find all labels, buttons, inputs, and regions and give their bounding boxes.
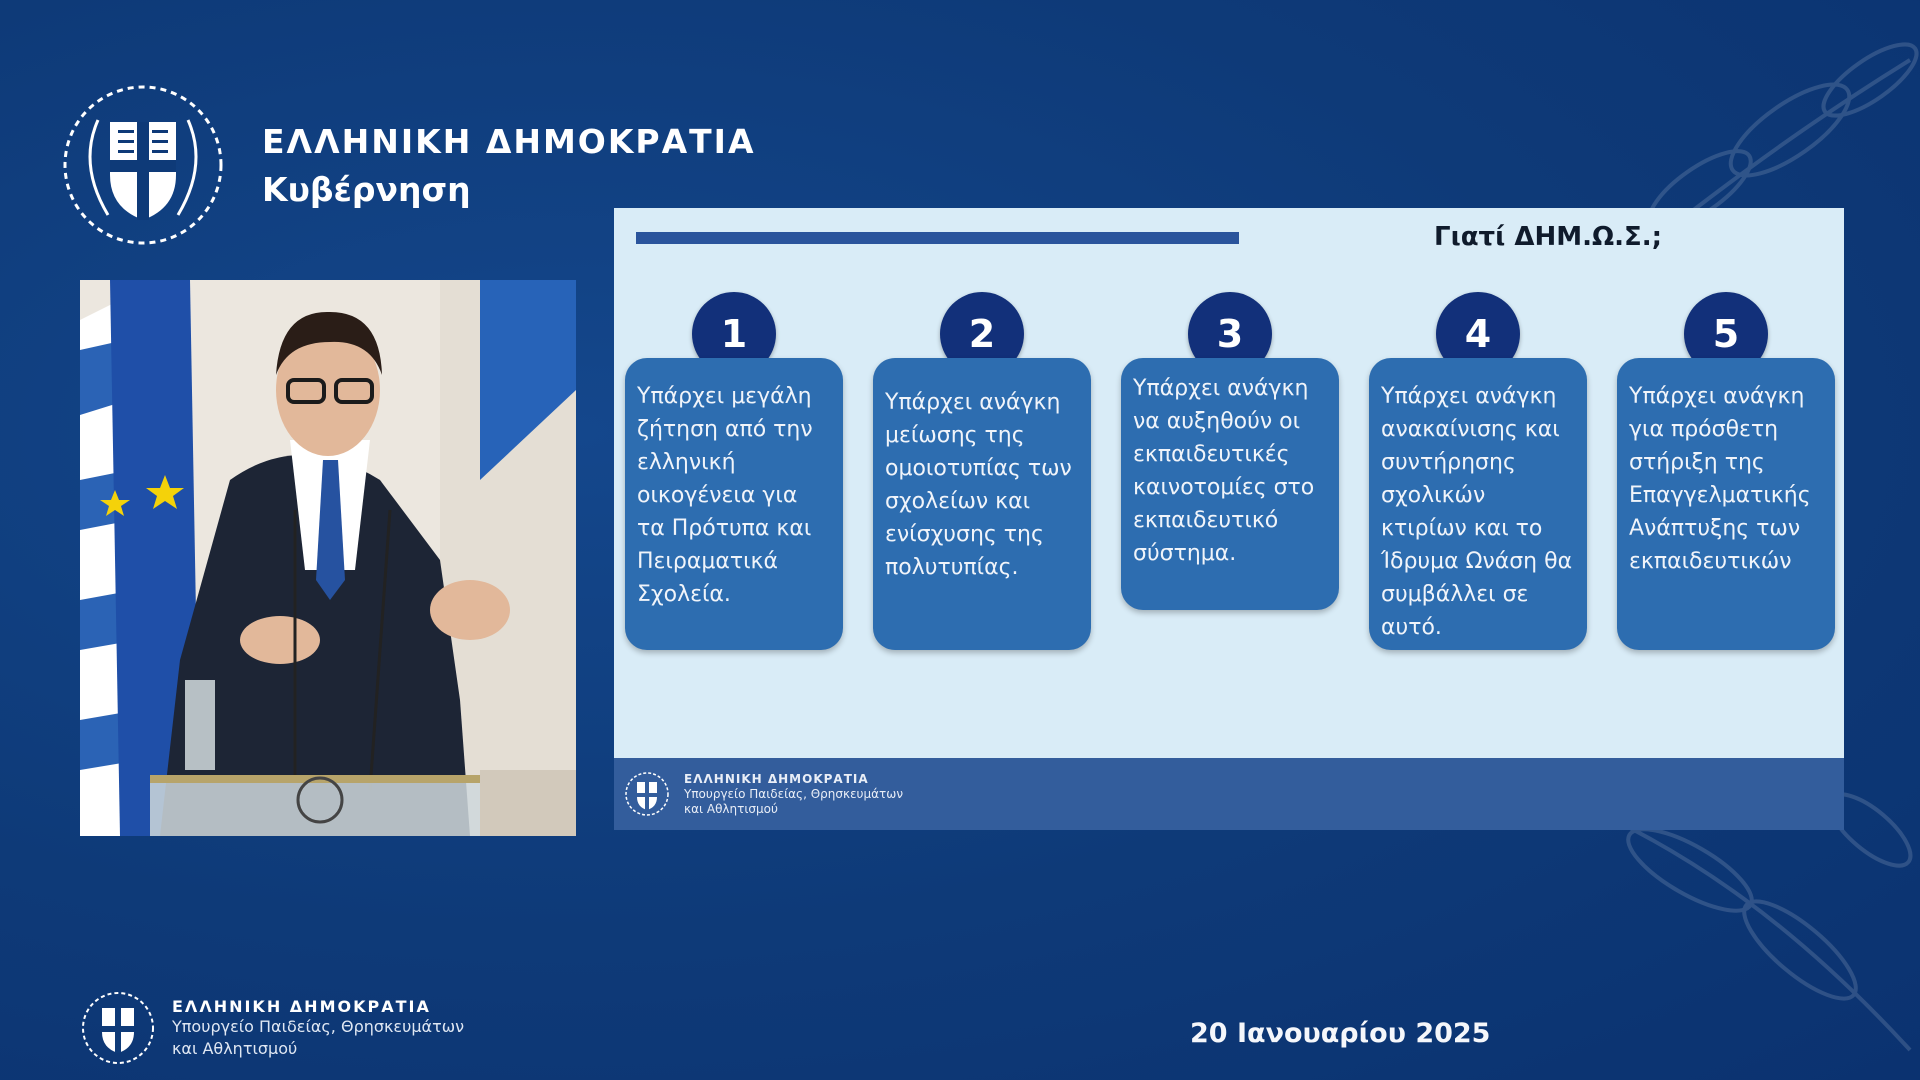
- slide-accent-bar: [636, 232, 1239, 244]
- footer-line1: Υπουργείο Παιδείας, Θρησκευμάτων: [172, 1016, 465, 1036]
- reason-card-4: [1369, 358, 1587, 650]
- speaker-video-image: [80, 280, 576, 836]
- footer-line2: και Αθλητισμού: [172, 1038, 298, 1058]
- speaker-video-feed: [80, 280, 576, 836]
- greek-coat-of-arms-icon: [80, 990, 156, 1066]
- card-text: Υπάρχει ανάγκη μείωσης της ομοιοτυπίας των σχολείων και ενίσχυσης της πολυτυπίας.: [885, 390, 1072, 580]
- reason-card-3: [1121, 358, 1339, 610]
- card-text: Υπάρχει μεγάλη ζήτηση από την ελληνική οικογένεια για τα Πρότυπα και Πειραματικά Σχολεία.: [637, 384, 813, 607]
- card-number-badge: 1: [692, 292, 776, 376]
- card-text: Υπάρχει ανάγκη να αυξηθούν οι εκπαιδευτικές καινοτομίες στο εκπαιδευτικό σύστημα.: [1133, 376, 1315, 566]
- card-number-badge: 3: [1188, 292, 1272, 376]
- card-text: Υπάρχει ανάγκη για πρόσθετη στήριξη της Επαγγελματικής Ανάπτυξης των εκπαιδευτικών: [1629, 384, 1811, 574]
- slide-footer-line1: Υπουργείο Παιδείας, Θρησκευμάτων: [684, 786, 904, 801]
- footer-branding: [80, 990, 464, 1066]
- greek-coat-of-arms-icon: [58, 80, 228, 250]
- slide-title: Γιατί ΔΗΜ.Ω.Σ.;: [1434, 222, 1662, 252]
- card-text: Υπάρχει ανάγκη ανακαίνισης και συντήρησης σχολικών κτιρίων και το Ίδρυμα Ωνάση θα συμβάλλει σε αυτό.: [1381, 384, 1573, 640]
- header-subtitle: Κυβέρνηση: [262, 170, 471, 210]
- reason-card-1: [625, 358, 843, 650]
- event-date: 20 Ιανουαρίου 2025: [1190, 1018, 1491, 1049]
- presentation-slide: [614, 208, 1844, 830]
- greek-coat-of-arms-icon: [624, 771, 670, 817]
- card-number-badge: 5: [1684, 292, 1768, 376]
- footer-title: ΕΛΛΗΝΙΚΗ ΔΗΜΟΚΡΑΤΙΑ: [172, 996, 431, 1016]
- card-number-badge: 4: [1436, 292, 1520, 376]
- slide-footer-line2: και Αθλητισμού: [684, 801, 778, 816]
- reason-card-5: [1617, 358, 1835, 650]
- slide-footer-title: ΕΛΛΗΝΙΚΗ ΔΗΜΟΚΡΑΤΙΑ: [684, 771, 869, 786]
- slide-footer: [614, 758, 1844, 830]
- header-title: ΕΛΛΗΝΙΚΗ ΔΗΜΟΚΡΑΤΙΑ: [262, 121, 756, 161]
- reason-card-2: [873, 358, 1091, 650]
- card-number-badge: 2: [940, 292, 1024, 376]
